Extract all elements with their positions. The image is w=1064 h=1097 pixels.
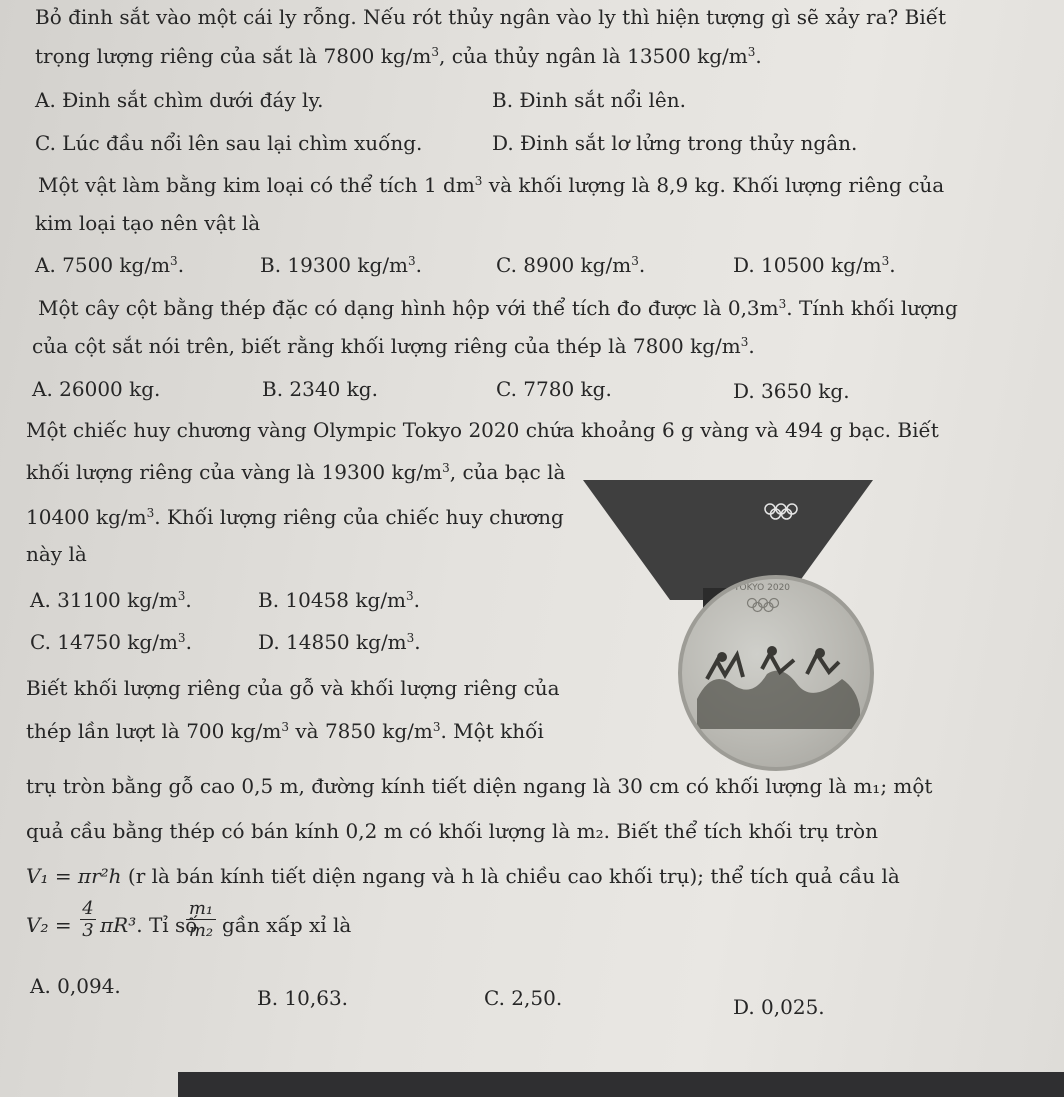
q4-line-2: khối lượng riêng của vàng là 19300 $kg/m^3$, của bạc là xyxy=(26,460,566,484)
q3-option-d: D. 3650 kg. xyxy=(733,379,850,403)
q5-line-6: V₂ = xyxy=(26,913,72,937)
q5-line-6-cont: πR³. Tỉ số xyxy=(100,913,198,937)
olympic-rings-icon xyxy=(763,502,799,520)
olympic-medal-image xyxy=(583,480,873,780)
q2-option-c: C. 8900 $kg/m^3$. xyxy=(496,253,646,277)
medal-disc xyxy=(678,575,874,771)
q1-option-b: B. Đinh sắt nổi lên. xyxy=(492,88,686,112)
q1-option-a: A. Đinh sắt chìm dưới đáy ly. xyxy=(35,88,324,112)
q4-option-b: B. 10458 $kg/m^3$. xyxy=(258,588,421,612)
q1-option-c: C. Lúc đầu nổi lên sau lại chìm xuống. xyxy=(35,131,423,155)
medal-rings-icon xyxy=(746,597,780,613)
medal-ribbon xyxy=(583,480,873,600)
q5-line-4: quả cầu bằng thép có bán kính 0,2 m có khối lượng là m₂. Biết thể tích khối trụ tròn xyxy=(26,819,878,843)
q1-option-d: D. Đinh sắt lơ lửng trong thủy ngân. xyxy=(492,131,858,155)
q5-option-c: C. 2,50. xyxy=(484,986,563,1010)
q5-line-1: Biết khối lượng riêng của gỗ và khối lượng riêng của xyxy=(26,676,560,700)
q1-line-2: trọng lượng riêng của sắt là 7800 $kg/m^3$, của thủy ngân là 13500 $kg/m^3$. xyxy=(35,44,762,68)
medal-inscription: TOKYO 2020 xyxy=(734,583,791,593)
q3-option-b: B. 2340 kg. xyxy=(262,377,378,401)
q4-option-c: C. 14750 $kg/m^3$. xyxy=(30,630,192,654)
q1-line-1: Bỏ đinh sắt vào một cái ly rỗng. Nếu rót thủy ngân vào ly thì hiện tượng gì sẽ xảy ra? Biết xyxy=(35,5,947,29)
mass-ratio-fraction: $\frac{\text{m₁}}{\text{m₂}}$ xyxy=(186,898,216,941)
q4-line-3: 10400 $kg/m^3$. Khối lượng riêng của chiếc huy chương xyxy=(26,505,564,529)
q4-option-d: D. 14850 $kg/m^3$. xyxy=(258,630,421,654)
q4-line-4: này là xyxy=(26,542,87,566)
q5-line-6-end: gần xấp xỉ là xyxy=(222,913,352,937)
q3-line-1: Một cây cột bằng thép đặc có dạng hình hộp với thể tích đo được là $0,3m^3$. Tính khối lượng xyxy=(38,296,958,320)
q2-line-1: Một vật làm bằng kim loại có thể tích 1 $dm^3$ và khối lượng là 8,9 kg. Khối lượng riêng của xyxy=(38,173,945,197)
q2-option-a: A. 7500 $kg/m^3$. xyxy=(35,253,185,277)
q2-option-b: B. 19300 $kg/m^3$. xyxy=(260,253,423,277)
q3-option-a: A. 26000 kg. xyxy=(32,377,161,401)
q5-line-5: V₁ = πr²h (r là bán kính tiết diện ngang và h là chiều cao khối trụ); thể tích quả cầu là xyxy=(26,864,900,888)
four-thirds-fraction: $\frac{4}{3}$ xyxy=(80,898,96,941)
q5-option-a: A. 0,094. xyxy=(30,974,121,998)
q5-line-3: trụ tròn bằng gỗ cao 0,5 m, đường kính tiết diện ngang là 30 cm có khối lượng là m₁; một xyxy=(26,774,933,798)
q3-option-c: C. 7780 kg. xyxy=(496,377,612,401)
q3-line-2: của cột sắt nói trên, biết rằng khối lượng riêng của thép là 7800 $kg/m^3$. xyxy=(32,334,755,358)
q5-option-d: D. 0,025. xyxy=(733,995,825,1019)
q2-option-d: D. 10500 $kg/m^3$. xyxy=(733,253,896,277)
q5-option-b: B. 10,63. xyxy=(257,986,349,1010)
q2-line-2: kim loại tạo nên vật là xyxy=(35,211,261,235)
q4-option-a: A. 31100 $kg/m^3$. xyxy=(30,588,192,612)
bottom-shadow-bar xyxy=(178,1072,1064,1097)
q5-line-2: thép lần lượt là 700 $kg/m^3$ và 7850 $kg/m^3$. Một khối xyxy=(26,719,544,743)
medal-relief-figures xyxy=(692,639,862,729)
q4-line-1: Một chiếc huy chương vàng Olympic Tokyo 2020 chứa khoảng 6 g vàng và 494 g bạc. Biết xyxy=(26,418,939,442)
